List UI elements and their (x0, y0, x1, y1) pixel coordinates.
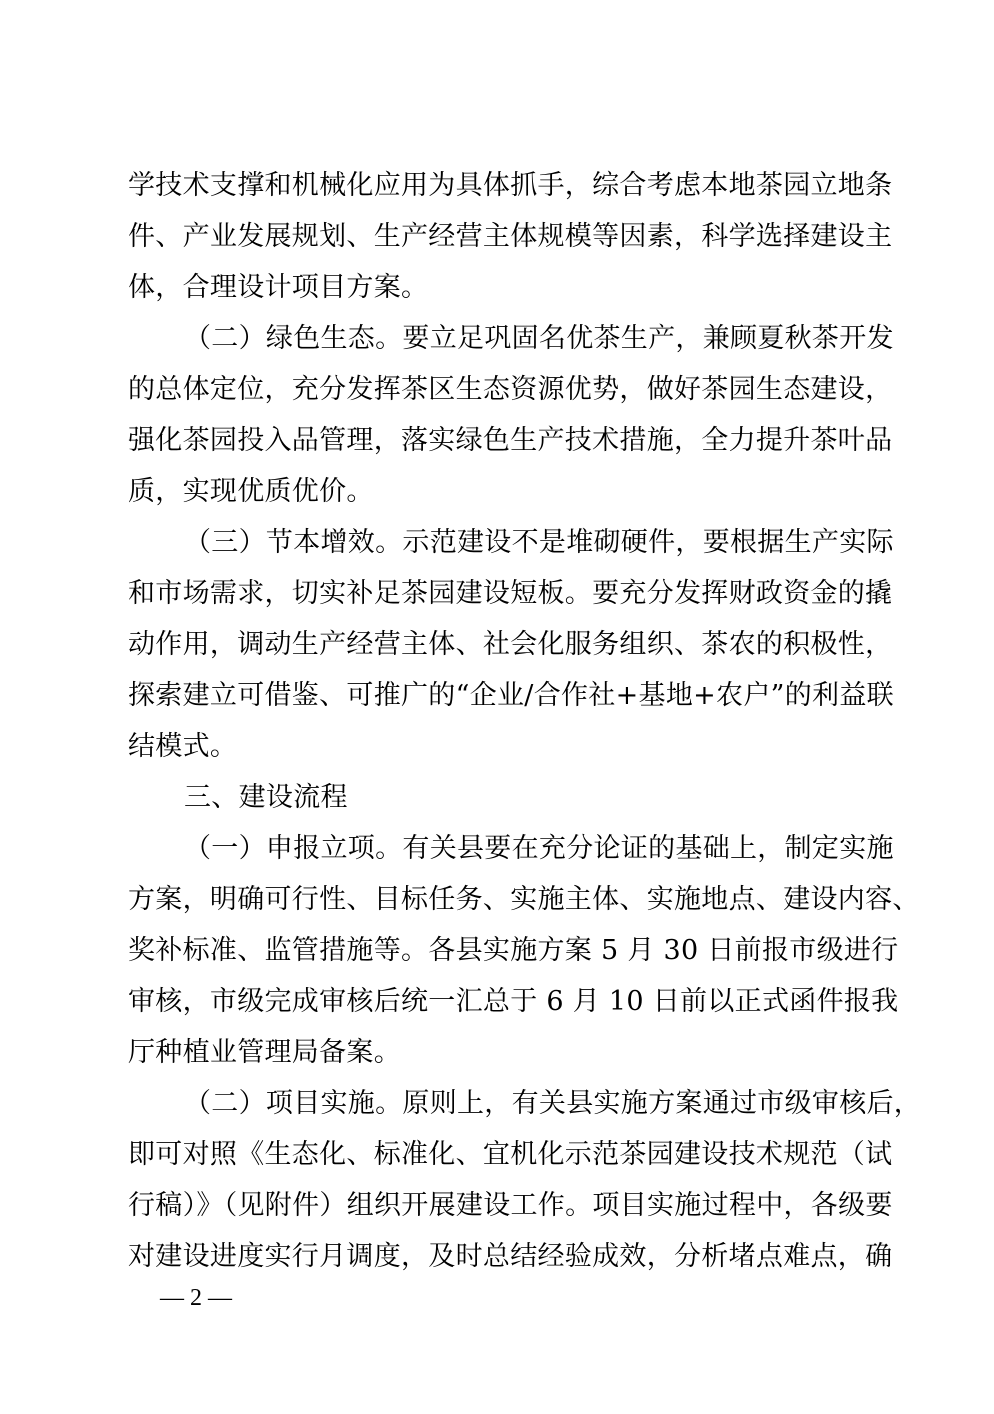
text-line: 学技术支撑和机械化应用为具体抓手，综合考虑本地茶园立地条 (128, 170, 893, 201)
text-line: 的总体定位，充分发挥茶区生态资源优势，做好茶园生态建设， (128, 374, 893, 405)
text-line: 行稿）》（见附件）组织开展建设工作。项目实施过程中，各级要 (128, 1190, 893, 1221)
text-line: 质，实现优质优价。 (128, 476, 374, 507)
paragraph-heading-line: （三）节本增效。示范建设不是堆砌硬件，要根据生产实际 (184, 527, 894, 558)
text-line: 对建设进度实行月调度，及时总结经验成效，分析堵点难点，确 (128, 1241, 893, 1272)
text-line: 结模式。 (128, 731, 238, 762)
text-line: 探索建立可借鉴、可推广的“企业/合作社+基地+农户”的利益联 (128, 680, 894, 711)
text-line: 体，合理设计项目方案。 (128, 272, 429, 303)
text-line: 和市场需求，切实补足茶园建设短板。要充分发挥财政资金的撬 (128, 578, 893, 609)
page-number: — 2 — (160, 1285, 232, 1311)
paragraph-heading-line: （一）申报立项。有关县要在充分论证的基础上，制定实施 (184, 833, 894, 864)
text-line: 方案，明确可行性、目标任务、实施主体、实施地点、建设内容、 (128, 884, 920, 915)
text-line: 审核，市级完成审核后统一汇总于 6 月 10 日前以正式函件报我 (128, 986, 899, 1017)
paragraph-heading-line: （二）项目实施。原则上，有关县实施方案通过市级审核后， (184, 1088, 922, 1119)
text-line: 厅种植业管理局备案。 (128, 1037, 401, 1068)
text-line: 动作用，调动生产经营主体、社会化服务组织、茶农的积极性， (128, 629, 893, 660)
document-body (128, 160, 922, 1282)
text-line: 件、产业发展规划、生产经营主体规模等因素，科学选择建设主 (128, 221, 893, 252)
text-line: 即可对照《生态化、标准化、宜机化示范茶园建设技术规范（试 (128, 1139, 893, 1170)
section-heading: 三、建设流程 (184, 782, 348, 813)
text-line: 奖补标准、监管措施等。各县实施方案 5 月 30 日前报市级进行 (128, 935, 899, 966)
paragraph-heading-line: （二）绿色生态。要立足巩固名优茶生产，兼顾夏秋茶开发 (184, 323, 894, 354)
text-line: 强化茶园投入品管理，落实绿色生产技术措施，全力提升茶叶品 (128, 425, 893, 456)
